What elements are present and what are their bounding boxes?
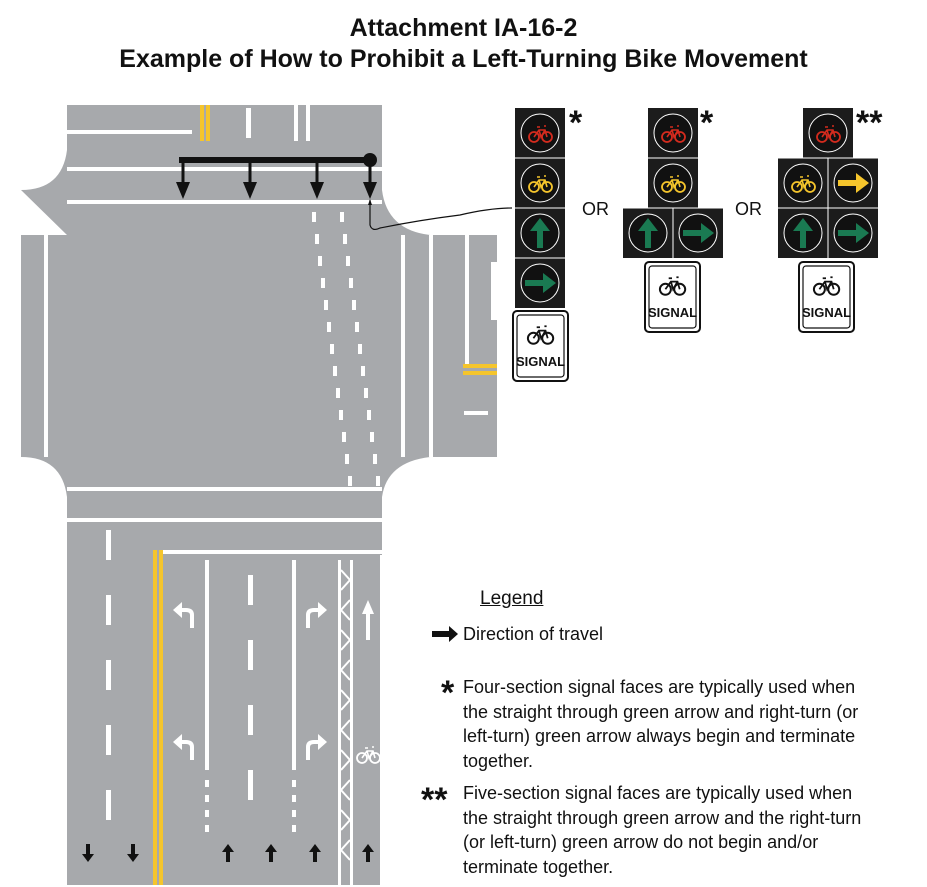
centerline [153,550,157,885]
legend-direction-of-travel: Direction of travel [463,624,604,644]
page-title: Attachment IA-16-2 [349,14,578,42]
sign-text: SIGNAL [801,305,852,320]
east-crosswalk-line [401,235,405,457]
sign-text: SIGNAL [515,354,566,369]
legend-five-section-note: Five-section signal faces are typically used when the straight through green arrow and the right-turn (or left-turn) green arrow do not begin and/or terminate together. [463,783,862,877]
west-crosswalk-line [44,235,48,457]
legend-four-section-note: Four-section signal faces are typically used when the straight through green arrow and right-turn (or left-turn) green arrow always begin and terminate together. [463,677,859,771]
four-section-mark: * [700,104,714,142]
south-crosswalk-line [67,518,382,522]
signal-four-section-vertical [513,108,568,381]
or-label: OR [582,199,609,219]
direction-of-travel-arrow [432,626,458,642]
four-section-mark: * [569,104,583,142]
stop-bar [163,550,382,554]
or-label: OR [735,199,762,219]
legend-single-star: * [441,674,455,712]
legend-title: Legend [480,588,544,609]
legend-double-star: ** [421,781,448,819]
road-surface [21,105,497,885]
south-crosswalk-line [67,487,382,491]
five-section-mark: ** [856,104,883,142]
sign-text: SIGNAL [647,305,698,320]
page-subtitle: Example of How to Prohibit a Left-Turning Bike Movement [119,45,808,73]
north-crosswalk-line [67,167,382,171]
north-crosswalk-line [67,200,382,204]
